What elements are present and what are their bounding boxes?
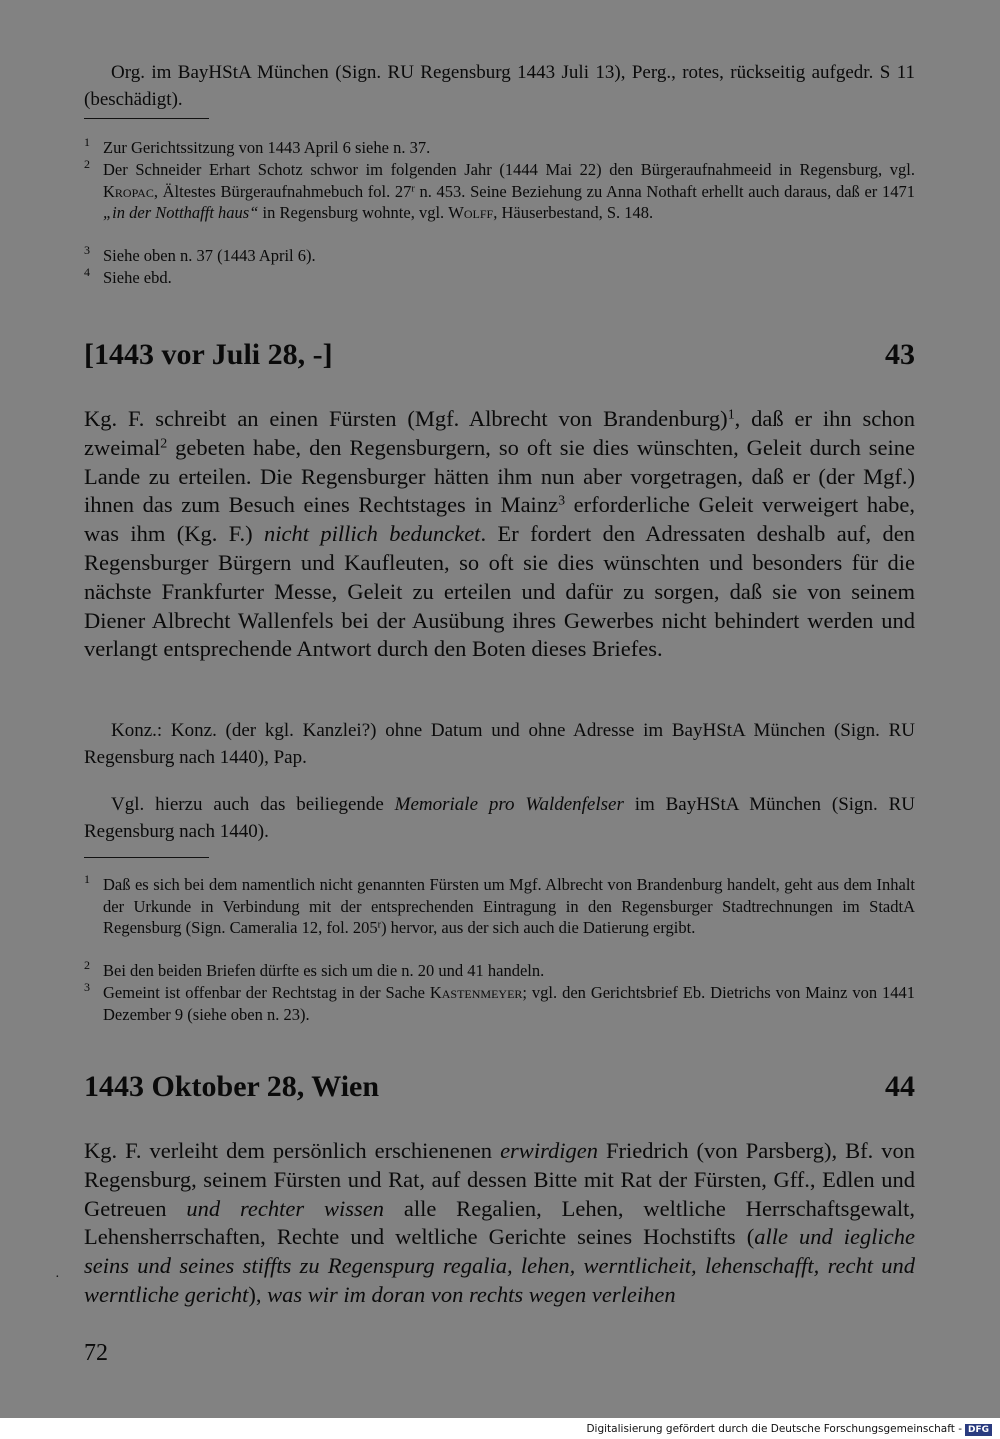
entry-abstract: Kg. F. verleiht dem persönlich erschienenen erwirdigen Friedrich (von Parsberg), Bf. von Regensburg, seinem Fürsten und Rat, auf dessen Bitte mit Rat der Fürsten, Gff., Edlen und Getreuen und rechter wissen alle Regalien, Lehen, weltliche Herrschaftsgewalt, Lehensherrschaften, Rechte und weltliche Gerichte seines Hochstifts (alle und iegliche seins und seines stiffts zu Regenspurg regalia, lehen, werntlicheit, lehenschafft, recht und werntliche gericht), was wir im doran von rechts wegen verleihen xyxy=(84,1138,916,1307)
entry-heading xyxy=(84,337,915,373)
footnote: 4 Siehe ebd. xyxy=(84,265,172,287)
footnote: 3 Siehe oben n. 37 (1443 April 6). xyxy=(84,243,316,265)
vgl-note: Vgl. hierzu auch das beiliegende Memoriale pro Waldenfelser im BayHStA München (Sign. RU Regensburg nach 1440). xyxy=(84,794,916,842)
footnote-divider xyxy=(84,118,209,119)
entry-number: 44 xyxy=(885,1070,915,1103)
page-number: 72 xyxy=(84,1340,108,1366)
footnote: 1 Zur Gerichtssitzung von 1443 April 6 siehe n. 37. xyxy=(84,135,431,157)
entry-date: 1443 Oktober 28, Wien xyxy=(84,1070,380,1103)
margin-mark: · xyxy=(55,1270,60,1285)
entry-abstract: Kg. F. schreibt an einen Fürsten (Mgf. Albrecht von Brandenburg)$^1$, daß er ihn schon zweimal$^2$ gebeten habe, den Regensburgern, so oft sie dies wünschten, Geleit durch seine Lande zu erteilen. Die Regensburger hätten ihm nun aber vorgetragen, daß er (der Mgf.) ihnen das zum Besuch eines Rechtstages in Mainz$^3$ erforderliche Geleit verweigert habe, was ihm (Kg. F.) nicht pillich beduncket. Er fordert den Adressaten deshalb auf, den Regensburger Bürgern und Kaufleuten, so oft sie dies wünschten und besonders für die nächste Frankfurter Messe, Geleit zu erteilen und dafür zu sorgen, daß sie von seinem Diener Albrecht Wallenfels bei der Ausübung ihres Gewerbes nicht behindert werden und verlangt entsprechende Antwort durch den Boten dieses Briefes. xyxy=(84,406,915,662)
footnote: 2 Der Schneider Erhart Schotz schwor im folgenden Jahr (1444 Mai 22) den Bürgeraufnahmeeid in Regensburg, vgl. Kropac, Ältestes Bürgeraufnahmebuch fol. 27$^r$ n. 453. Seine Beziehung zu Anna Nothaft erhellt auch daraus, daß er 1471 „in der Notthafft haus“ in Regensburg wohnte, vgl. Wolff, Häuserbestand, S. 148. xyxy=(84,157,915,222)
entry-heading xyxy=(84,1069,915,1105)
entry-number: 43 xyxy=(885,338,915,371)
top-archive-note: Org. im BayHStA München (Sign. RU Regensburg 1443 Juli 13), Perg., rotes, rückseitig aufgedr. S 11 (beschädigt). xyxy=(84,62,915,110)
konzept-note: Konz.: Konz. (der kgl. Kanzlei?) ohne Datum und ohne Adresse im BayHStA München (Sign. RU Regensburg nach 1440), Pap. xyxy=(84,720,915,768)
digitization-credit: Digitalisierung gefördert durch die Deutsche Forschungsgemeinschaft - DFG xyxy=(586,1423,992,1436)
footnote: 2 Bei den beiden Briefen dürfte es sich um die n. 20 und 41 handeln. xyxy=(84,958,545,980)
footnote-divider xyxy=(84,857,209,858)
footnote: 1 Daß es sich bei dem namentlich nicht genannten Fürsten um Mgf. Albrecht von Brandenburg handelt, geht aus dem Inhalt der Urkunde in Verbindung mit der entsprechenden Eintragung in den Regensburger Stadtrechnungen im StadtA Regensburg (Sign. Cameralia 12, fol. 205$^r$) hervor, aus der sich auch die Datierung ergibt. xyxy=(84,872,915,937)
dfg-logo: DFG xyxy=(965,1424,992,1436)
footnote: 3 Gemeint ist offenbar der Rechtstag in der Sache Kastenmeyer; vgl. den Gerichtsbrief Eb. Dietrichs von Mainz von 1441 Dezember 9 (siehe oben n. 23). xyxy=(84,980,916,1024)
entry-date: [1443 vor Juli 28, -] xyxy=(84,338,333,371)
